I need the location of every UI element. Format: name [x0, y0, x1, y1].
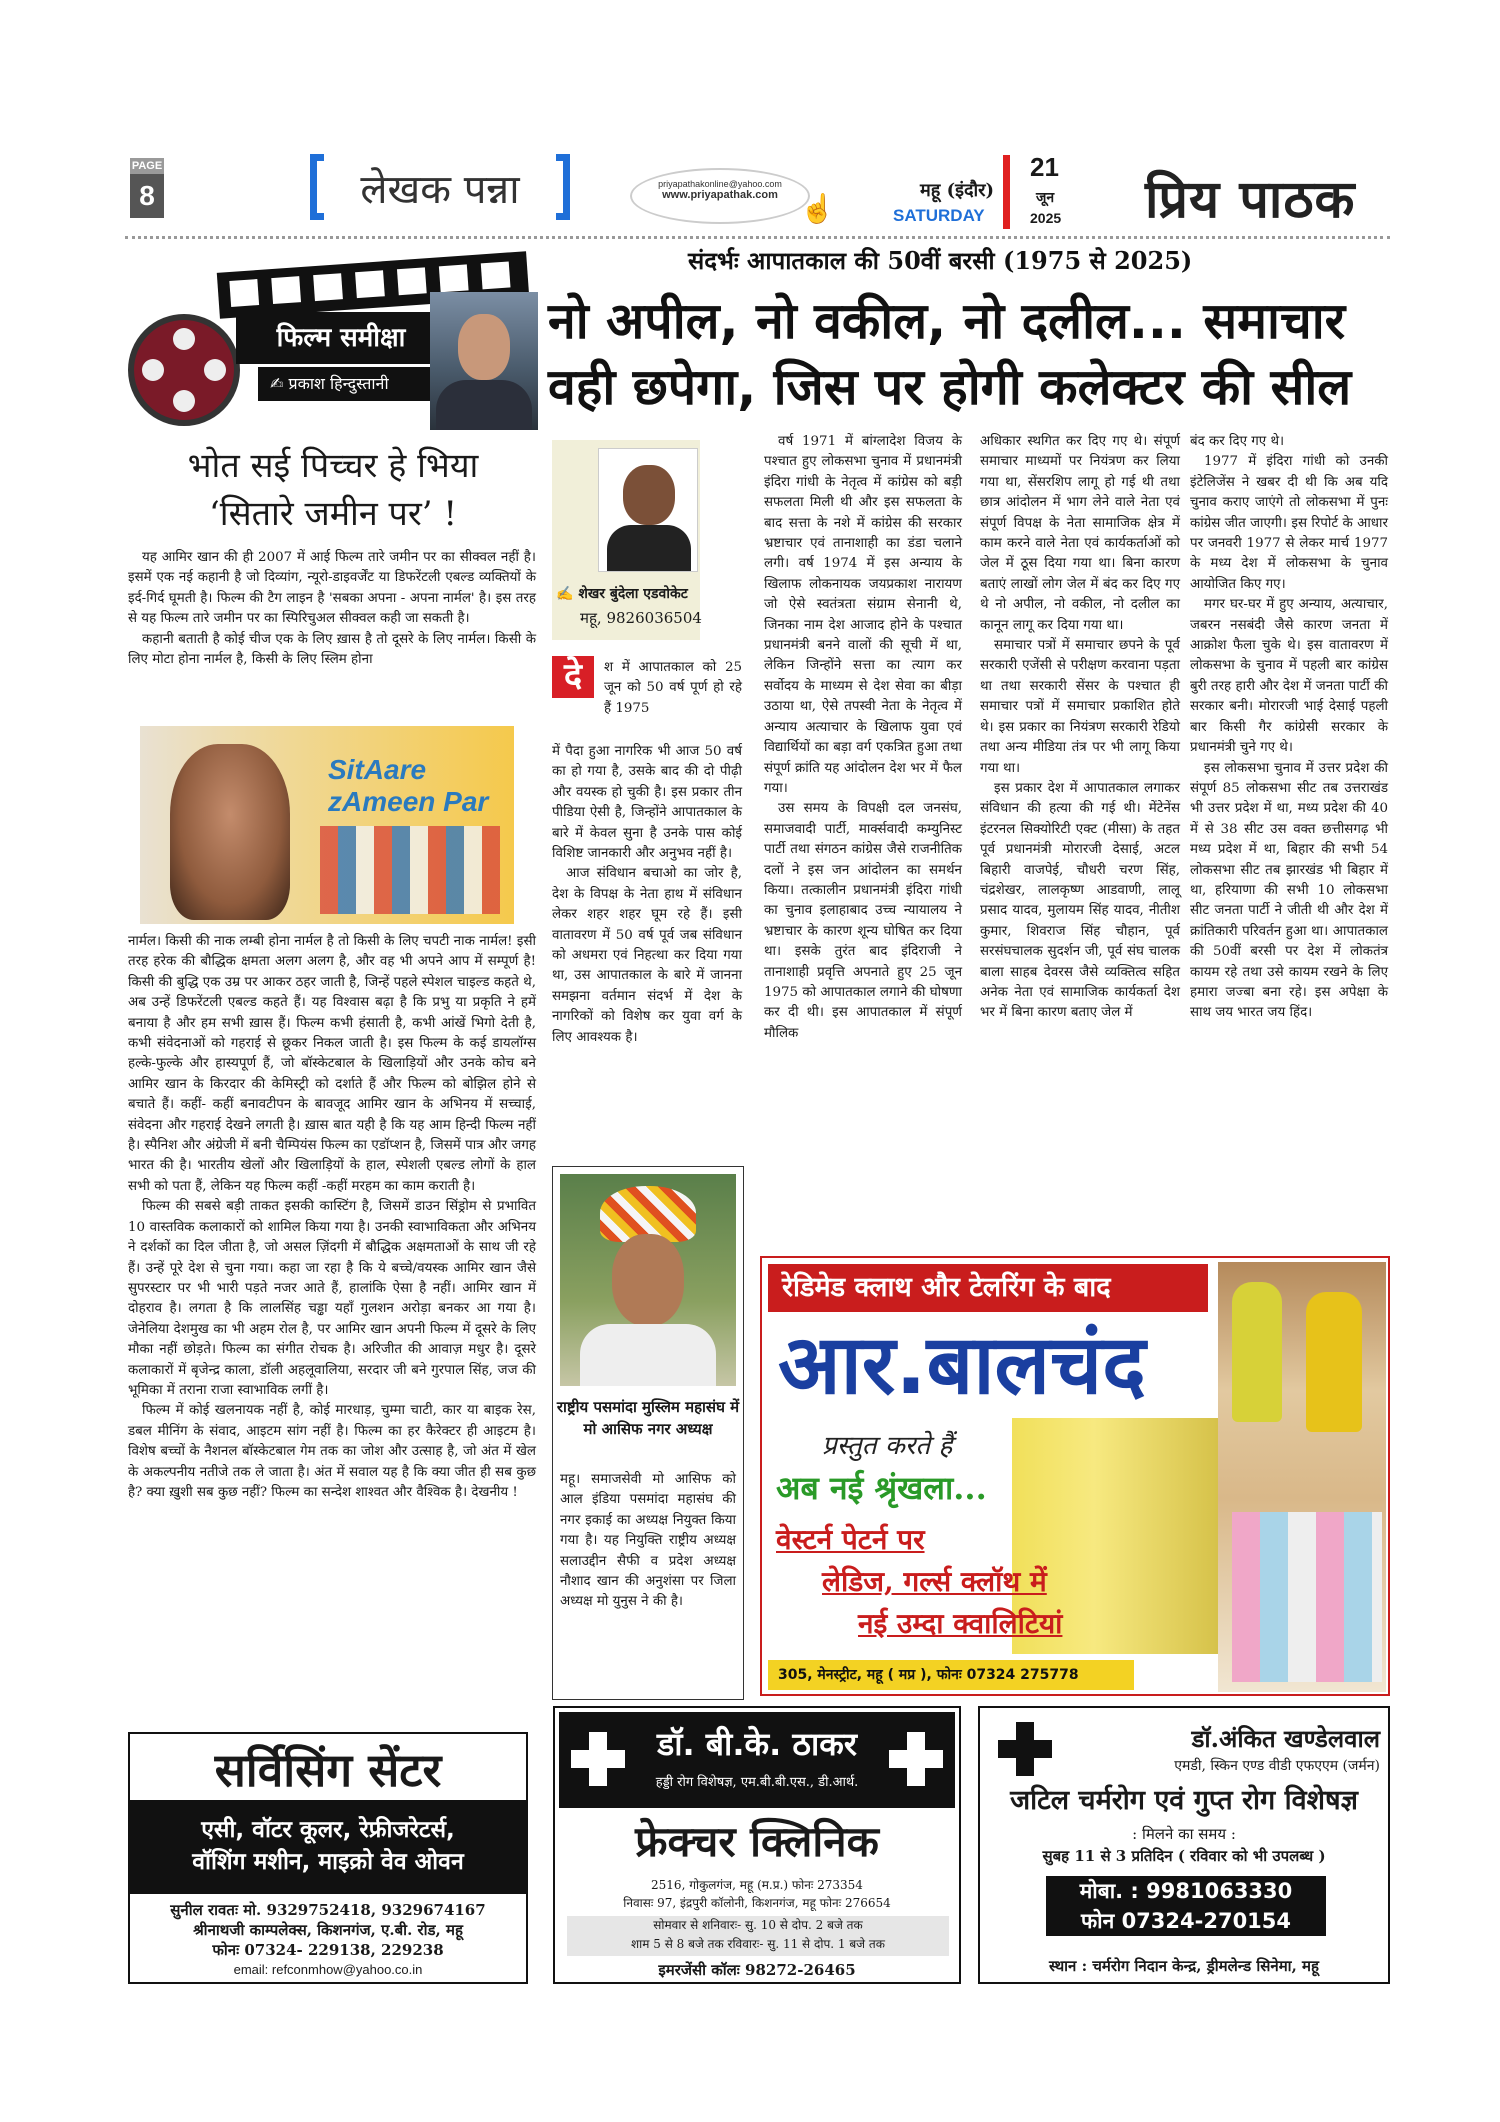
asif-story-body: महू। समाजसेवी मो आसिफ को आल इंडिया पसमांदा महासंघ की नगर इकाई का अध्यक्ष नियुक्त किया गया है। यह नियुक्ति राष्ट्रीय अध्यक्ष सलाउद्दीन सैफी व प्रदेश अध्यक्ष नौशाद खान की अनुशंसा पर जिला अध्यक्ष मो युनुस ने की है। — [560, 1472, 736, 1610]
emergency-call: इमरजेंसी कॉलः 98272-26465 — [658, 1961, 856, 1979]
headline-line-1: नो अपील, नो वकील, नो दलील... समाचार — [548, 292, 1346, 350]
doctor-specialty: हड्डी रोग विशेषज्ञ, एम.बी.बी.एस., डी.आर्थ. — [655, 1775, 859, 1790]
tailor-tagline: रेडिमेड क्लाथ और टेलरिंग के बाद — [768, 1264, 1208, 1312]
story-col5-p3: मगर घर-घर में हुए अन्याय, अत्याचार, जबरन नसबंदी जैसे कारण जनता में आक्रोश फैला चुके थे। इस वातावरण में लोकसभा के चुनाव में पहली बार कांग्रेस बुरी तरह हारी और देश में जनता पार्टी की सरकार बनी। मोरारजी भाई देसाई पहली बार किसी गैर कांग्रेसी सरकार के प्रधानमंत्री चुने गए थे। — [1190, 597, 1388, 756]
service-address: श्रीनाथजी काम्पलेक्स, किशनगंज, ए.बी. रोड, महू — [193, 1921, 463, 1939]
story-column-2-top — [604, 658, 742, 719]
doctor-name: डॉ. बी.के. ठाकर — [657, 1725, 857, 1763]
dermatology-advertisement[interactable] — [978, 1706, 1390, 1984]
masthead-rule — [125, 236, 1390, 239]
clinic-address: 2516, गोकुलगंज, महू (म.प्र.) फोनः 273354 — [651, 1878, 863, 1892]
film-review-label: फिल्म समीक्षा — [236, 312, 446, 364]
film-review-column-bottom — [128, 932, 536, 1503]
asif-story-title: राष्ट्रीय पसमांदा मुस्लिम महासंघ में मो आसिफ नगर अध्यक्ष — [556, 1398, 740, 1438]
service-email: email: refconmhow@yahoo.co.in — [233, 1962, 423, 1977]
page-label: PAGE — [131, 160, 163, 172]
website-text: www.priyapathak.com — [662, 189, 778, 201]
tailor-advertisement[interactable] — [760, 1256, 1390, 1696]
derma-contact-band — [1046, 1876, 1326, 1936]
service-title: सर्विसिंग सेंटर — [214, 1743, 442, 1797]
derma-specialty: जटिल चर्मरोग एवं गुप्त रोग विशेषज्ञ — [1010, 1785, 1358, 1816]
clinic-time-2: शाम 5 से 8 बजे तक रविवारः- सु. 11 से दोप. 1 बजे तक — [631, 1937, 885, 1951]
actor-face — [170, 744, 290, 920]
date-day: 21 — [1030, 152, 1059, 182]
film-review-p1: यह आमिर खान की ही 2007 में आई फिल्म तारे जमीन पर का सीक्वल नहीं है। इसमें एक नई कहानी है जो दिव्यांग, न्यूरो-डाइवर्जेंट या डिफरेंटली एबल्ड व्यक्तियों के इर्द-गिर्द घूमती है। फिल्म की टैग लाइन है 'सबका अपना - अपना नार्मल' है। इस तरह से यह फिल्म तारे जमीन पर का स्पिरिचुअल सीक्वल कही जा सकती है। — [128, 550, 536, 627]
asif-photo — [560, 1174, 736, 1386]
film-review-p4: फिल्म की सबसे बड़ी ताकत इसकी कास्टिंग है, जिसमें डाउन सिंड्रोम से प्रभावित 10 वास्तविक कलाकारों को शामिल किया गया है। उनकी स्वाभाविकता और अभिनय ने दर्शकों का दिल जीता है, जो असल ज़िंदगी में बौद्धिक अक्षमताओं के साथ जी रहे हैं। उन्हें पूरे देश से चुना गया। कहा जा रहा है कि ये बच्चे/वयस्क आमिर खान जैसे सुपरस्टार पर भी भारी पड़ते नजर आते हैं, हालांकि ऐसा है नहीं। आमिर खान में दोहराव है। लगता है कि लालसिंह चड्ढा यहाँ गुलशन अरोड़ा बनकर आ गया है। जेनेलिया देशमुख का भी अहम रोल है, पर आमिर खान अपनी फिल्म में दूसरे के लिए मौका नहीं छोड़ते। फिल्म का संगीत रोचक है। अरिजीत की आवाज़ मधुर है। दूसरे कलाकारों में बृजेन्द्र काला, डॉली अहलूवालिया, सरदार जी बने गुरपाल सिंह, जज की भूमिका में तराना राजा स्वाभाविक लगीं है। — [128, 1199, 536, 1398]
story-col5-p4: इस लोकसभा चुनाव में उत्तर प्रदेश की संपूर्ण 85 लोकसभा सीट तब उत्तराखंड भी उत्तर प्रदेश में था, मध्य प्रदेश की 40 में से 38 सीट उस वक्त छत्तीसगढ़ भी मध्य प्रदेश में था, बिहार की सभी 54 लोकसभा सीट तब झारखंड भी बिहार में था, हरियाणा की सभी 10 लोकसभा सीट जनता पार्टी ने जीती थी और देश में क्रांतिकारी परिवर्तन हुआ था। आपातकाल की 50वीं बरसी पर देश में लोकतंत्र कायम रहे तथा उसे कायम रखने के लिए हमारा जज्बा बना रहे। इस अपेक्षा के साथ जय भारत जय हिंद। — [1190, 760, 1388, 1021]
clinic-timings — [567, 1916, 949, 1956]
doctor-band — [559, 1712, 955, 1808]
film-review-p2: कहानी बताती है कोई चीज एक के लिए ख़ास है तो दूसरे के लिए नार्मल। किसी के लिए मोटा होना नार्मल है, किसी के लिए स्लिम होना — [128, 631, 536, 668]
tailor-line-3: नई उम्दा क्वालिटियां — [858, 1607, 1063, 1640]
derma-phone: फोन 07324-270154 — [1080, 1909, 1292, 1933]
film-review-p3: नार्मल। किसी की नाक लम्बी होना नार्मल है तो किसी के लिए चपटी नाक नार्मल! इसी तरह हरेक की बौद्धिक क्षमता अलग अलग है, और वह भी अपने आप में सम्पूर्ण है! किसी की बुद्धि एक उम्र पर आकर ठहर जाती है, जिन्हें पहले स्पेशल चाइल्ड कहते थे, अब उन्हें डिफरेंटली एबल्ड कहते हैं। यह विश्वास बढ़ा है कि प्रभु या प्रकृति ने हमें बनाया है और हम सभी ख़ास हैं। फिल्म कभी हंसाती है, कभी आंखें भिगो देती है, कभी संवेदनाओं को गहराई से छूकर निकल जाती है। इस फिल्म के कई डायलॉग्स हल्के-फुल्के और हास्यपूर्ण हैं, जो बॉस्केटबाल के खिलाड़ियों और उनके कोच बने आमिर खान के किरदार की केमिस्ट्री को दर्शाते हैं और फिल्म को बोझिल होने से बचाते हैं। कहीं- कहीं बनावटीपन के बावजूद आमिर खान के अभिनय में सच्चाई, संवेदना और गहराई देखने लगती है। ख़ास बात यही है कि यह आम हिन्दी फिल्म नहीं है। स्पैनिश और अंग्रेजी में बनी चैम्पियंस फिल्म का एडॉप्शन है, जिसमें पात्र और जगह भारत की है। भारतीय खेलों और खिलाड़ियों के हाल, स्पेशली एबल्ड लोगों के हाल सभी को पता हैं, लेकिन यह फिल्म कहीं -कहीं मरहम का काम कराती है। — [128, 934, 536, 1194]
film-review-p5: फिल्म में कोई खलनायक नहीं है, कोई मारधाड़, चुम्मा चाटी, कार या बाइक रेस, डबल मीनिंग के संवाद, आइटम सांग नहीं है। फिल्म का हर कैरेक्टर ही आइटम है। विशेष बच्चों के नैशनल बॉस्केटबाल गेम तक का जोश और उत्साह है, जो अंत में खेल के अकल्पनीय नतीजे तक ले जाता है। अंत में सवाल यह है कि क्या जीत ही सब कुछ है? क्या ख़ुशी सब कुछ नहीं? फिल्म का सन्देश शाश्वत और वैश्विक है। देखनीय ! — [128, 1403, 536, 1500]
story-column-2 — [552, 742, 742, 1048]
website-badge[interactable] — [630, 168, 810, 224]
story-column-3 — [764, 432, 962, 1044]
fracture-clinic-advertisement[interactable] — [553, 1706, 961, 1984]
asif-story-text — [560, 1470, 736, 1613]
derma-meet-label: : मिलने का समय : — [1132, 1825, 1236, 1843]
pen-icon: ✍ — [556, 586, 579, 602]
derma-place: स्थान : चर्मरोग निदान केन्द्र, ड्रीमलेन्ड सिनेमा, महू — [1049, 1957, 1319, 1975]
service-center-advertisement[interactable] — [128, 1732, 528, 1984]
poster-cast — [320, 826, 500, 914]
clinic-name: फ्रेक्चर क्लिनिक — [635, 1817, 879, 1866]
pointer-hand-icon: ☝ — [800, 192, 835, 225]
critic-photo — [430, 292, 538, 430]
film-review-author: ✍ प्रकाश हिन्दुस्तानी — [258, 367, 458, 401]
page-number: 8 — [130, 174, 164, 218]
dress-display-image — [1218, 1262, 1386, 1692]
doctor-residence: निवासः 97, इंद्रपुरी कॉलोनी, किशनगंज, महू फोनः 276654 — [623, 1896, 891, 1910]
service-contact: सुनील रावतः मो. 9329752418, 9329674167 — [170, 1901, 486, 1919]
story-col4-p1: अधिकार स्थगित कर दिए गए थे। संपूर्ण समाचार माध्यमों पर नियंत्रण कर लिया गया था, सेंसरशिप लागू हो गई थी तथा छात्र आंदोलन में भाग लेने वाले नेता एवं संपूर्ण विपक्ष के नेता सामाजिक क्षेत्र में काम करने वाले नेता एवं कार्यकर्ताओं को जेल में ठूस दिया गया था। बिना कारण बताएं लाखों लोग जेल में बंद कर दिए गए थे नो अपील, नो वकील, नो दलील का कानून लागू कर दिया गया था। — [980, 434, 1180, 633]
tailor-presents: प्रस्तुत करते हैं — [822, 1431, 953, 1461]
service-band-1: एसी, वॉटर कूलर, रेफ्रीजरेटर्स, — [201, 1817, 455, 1843]
movie-title-logo: SitAare zAmeen Par — [328, 754, 489, 817]
story-col4-p3: इस प्रकार देश में आपातकाल लगाकर संविधान की हत्या की गई थी। मेंटेनेंस इंटरनल सिक्योरिटी एक्ट (मीसा) के तहत पूर्व प्रधानमंत्री मोरारजी देसाई, अटल बिहारी वाजपेई, चौधरी चरण सिंह, चंद्रशेखर, लालकृष्ण आडवाणी, लालू प्रसाद यादव, मुलायम सिंह यादव, नीतीश कुमार, शिवराज सिंह चौहान, पूर्व सरसंघचालक सुदर्शन जी, पूर्व संघ चालक बाला साहब देवरस जैसे व्यक्तित्व सहित अनेक नेता एवं सामाजिक कार्यकर्ता देश भर में बिना कारण बताए जेल में — [980, 780, 1180, 1021]
story-col3-p1: वर्ष 1971 में बांग्लादेश विजय के पश्चात हुए लोकसभा चुनाव में प्रधानमंत्री इंदिरा गांधी के नेतृत्व में कांग्रेस को बड़ी सफलता मिली थी और इस सफलता के बाद सत्ता के नशे में कांग्रेस की सरकार भ्रष्टाचार एवं तानाशाही का डंडा चलाने लगी। वर्ष 1974 में इस अन्याय के खिलाफ लोकनायक जयप्रकाश नारायण जो ऐसे स्वतंत्रता संग्राम सेनानी थे, जिनका नाम देश आजाद होने के पश्चात प्रधानमंत्री बनने वालों की सूची में था, लेकिन जिन्होंने सत्ता का त्याग कर सर्वोदय के माध्यम से देश सेवा का बीड़ा उठाया था, ऐसे तपस्वी नेता के नेतृत्व में अन्याय अत्याचार के खिलाफ युवा एवं विद्यार्थियों का बड़ा वर्ग एकत्रित हुआ तथा संपूर्ण क्रांति यह आंदोलन देश भर में फैल गया। — [764, 434, 962, 796]
main-headline — [548, 288, 1398, 420]
left-bracket — [310, 154, 324, 220]
film-review-title — [128, 442, 538, 538]
headline-line-2: वही छपेगा, जिस पर होगी कलेक्टर की सील — [548, 358, 1352, 416]
date-year: 2025 — [1030, 210, 1062, 226]
film-review-title-1: भोत सई पिच्चर हे भिया — [187, 446, 479, 486]
clinic-time-1: सोमवार से शनिवारः- सु. 10 से दोप. 2 बजे तक — [653, 1918, 863, 1932]
story-col5-p1: बंद कर दिए गए थे। — [1190, 434, 1285, 449]
story-col3-p2: उस समय के विपक्षी दल जनसंघ, समाजवादी पार्टी, मार्क्सवादी कम्युनिस्ट पार्टी तथा संगठन कांग्रेस जैसे राजनीतिक दलों ने इस जन आंदोलन का समर्थन किया। तत्कालीन प्रधानमंत्री इंदिरा गांधी का चुनाव इलाहाबाद उच्च न्यायालय ने भ्रष्टाचार के कारण शून्य घोषित कर दिया था। इसके तुरंत बाद इंदिराजी ने तानाशाही प्रवृत्ति अपनाते हुए 25 जून 1975 को आपातकाल लगाने की घोषणा कर दी थी। इस आपातकाल में संपूर्ण मौलिक — [764, 801, 962, 1041]
film-review-title-2: ‘सितारे जमीन पर’ ! — [208, 494, 458, 534]
tailor-address: 305, मेनस्ट्रीट, महू ( मप्र ), फोनः 07324 275778 — [768, 1660, 1134, 1690]
date-divider — [1003, 155, 1010, 229]
edition-weekday: SATURDAY — [893, 206, 985, 225]
author-name-text: शेखर बुंदेला एडवोकेट — [578, 586, 688, 602]
derma-doctor-name: डॉ.अंकित खण्डेलवाल — [1191, 1724, 1380, 1753]
story-para-c: आज संविधान बचाओ का जोर है, देश के विपक्ष के नेता हाथ में संविधान लेकर शहर शहर घूम रहे हैं। इसी वातावरण में 50 वर्ष पूर्व जब संविधान को अधमरा एवं निहत्था कर दिया गया था, उस आपातकाल के बारे में जानना समझना वर्तमान संदर्भ में देश के नागरिकों को विशेष कर युवा वर्ग के लिए आवश्यक है। — [552, 866, 742, 1045]
film-review-banner — [128, 262, 538, 432]
story-context: संदर्भः आपातकाल की 50वीं बरसी (1975 से 2025) — [688, 246, 1193, 275]
derma-timing: सुबह 11 से 3 प्रतिदिन ( रविवार को भी उपलब्ध ) — [1042, 1847, 1326, 1865]
story-para-a: श में आपातकाल को 25 जून को 50 वर्ष पूर्ण हो रहे हैं 1975 — [604, 660, 742, 716]
derma-mobile: मोबा. : 9981063330 — [1079, 1879, 1293, 1903]
movie-poster-image — [140, 726, 514, 924]
newspaper-logo: प्रिय पाठक — [1145, 169, 1356, 230]
author-phone: महू, 9826036504 — [580, 609, 702, 627]
tailor-line-1: वेस्टर्न पेटर्न पर — [776, 1523, 925, 1556]
story-para-b: में पैदा हुआ नागरिक भी आज 50 वर्ष का हो गया है, उसके बाद की दो पीढ़ी और वयस्क हो चुकी है। इस प्रकार तीन पीडिया ऐसी है, जिन्होंने आपातकाल के बारे में केवल सुना है उनके पास कोई विशिष्ट जानकारी और अनुभव नहीं है। — [552, 744, 742, 862]
story-col4-p2: समाचार पत्रों में समाचार छपने के पूर्व सरकारी एजेंसी से परीक्षण करवाना पड़ता था तथा सरकारी सेंसर के पश्चात ही समाचार पत्रों में समाचार प्रकाशित होते थे। इस प्रकार का नियंत्रण सरकारी रेडियो तथा अन्य मीडिया तंत्र पर भी लागू किया गया था। — [980, 638, 1180, 776]
film-review-column-top — [128, 548, 536, 670]
email-text: priyapathakonline@yahoo.com — [658, 179, 782, 189]
edition-city: महू (इंदौर) — [920, 180, 995, 201]
story-col5-p2: 1977 में इंदिरा गांधी को उनकी इंटेलिजेंस ने खबर दी थी कि अब यदि चुनाव कराए जाएंगे तो लोकसभा में पुनः कांग्रेस जीत जाएगी। इस रिपोर्ट के आधार पर जनवरी 1977 से लेकर मार्च 1977 के मध्य देश में लोकसभा के चुनाव आयोजित किए गए। — [1190, 454, 1388, 592]
derma-qualification: एमडी, स्किन एण्ड वीडी एफएएम (जर्मन) — [1174, 1758, 1380, 1774]
service-band-2: वॉशिंग मशीन, माइक्रो वेव ओवन — [192, 1849, 464, 1875]
service-band — [130, 1800, 526, 1894]
tailor-series: अब नई श्रृंखला... — [776, 1469, 987, 1507]
page-tag — [130, 158, 164, 224]
section-title — [310, 150, 570, 226]
right-bracket — [556, 154, 570, 220]
author-photo — [598, 448, 698, 572]
story-column-5 — [1190, 432, 1388, 1024]
medical-cross-icon — [998, 1722, 1052, 1776]
date-month: जून — [1036, 190, 1055, 206]
author-name — [556, 584, 736, 603]
tailor-brand: आर.बालचंद — [778, 1318, 1146, 1413]
story-column-4 — [980, 432, 1180, 1024]
section-label: लेखक पन्ना — [360, 167, 520, 213]
service-phone: फोनः 07324- 229138, 229238 — [212, 1941, 444, 1959]
film-reel-icon — [128, 314, 240, 426]
tailor-line-2: लेडिज, गर्ल्स क्लॉथ में — [822, 1565, 1047, 1598]
drop-cap: दे — [552, 656, 594, 698]
